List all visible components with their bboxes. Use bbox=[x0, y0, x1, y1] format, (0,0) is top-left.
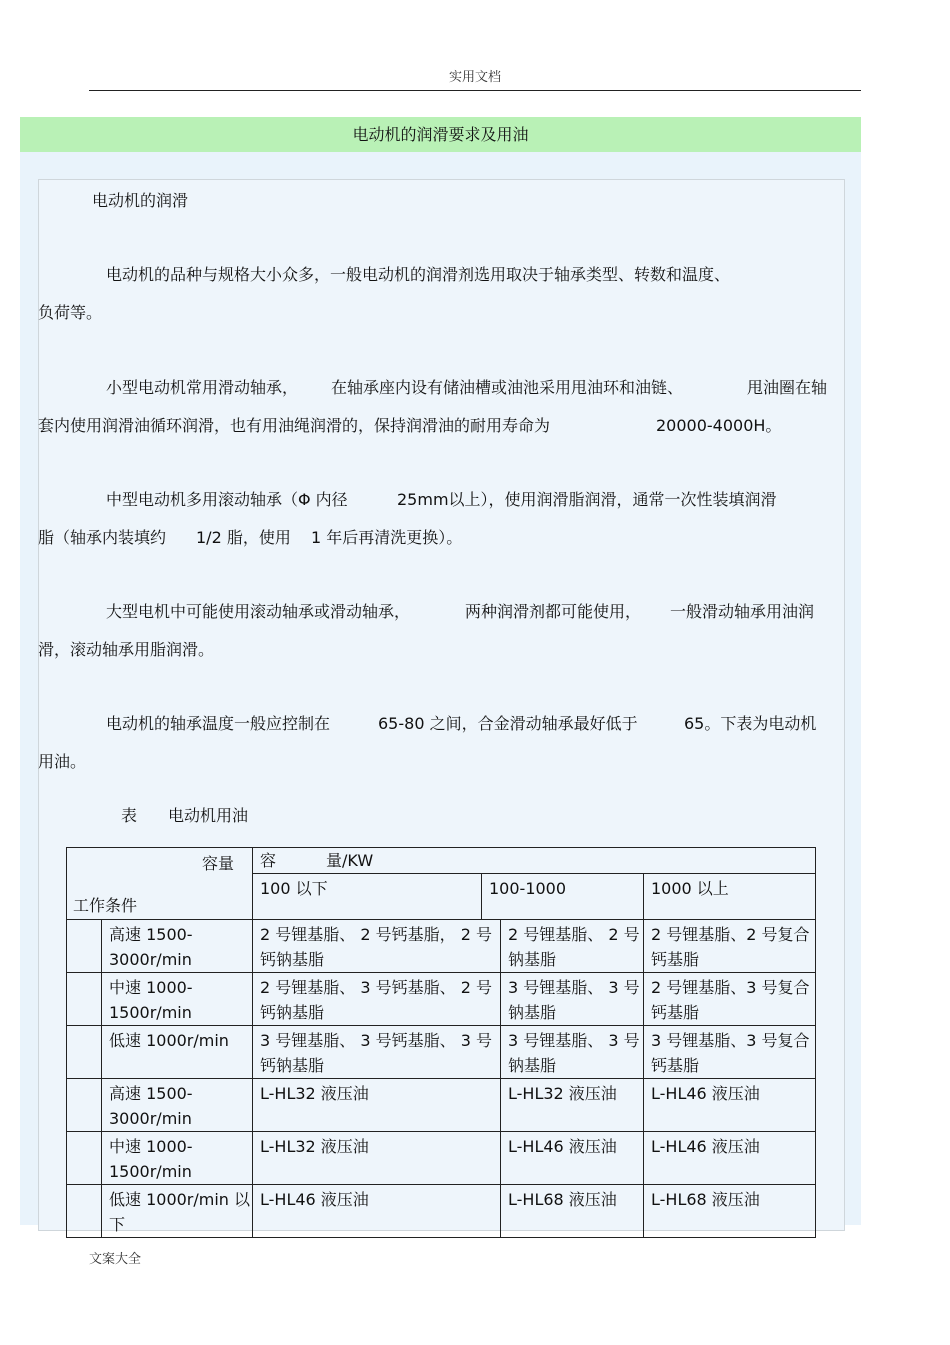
paragraph-5-seg-4: 用油。 bbox=[38, 752, 87, 771]
paragraph-5-seg-1: 电动机的轴承温度一般应控制在 bbox=[106, 714, 331, 733]
condition-cell: 高速 1500-3000r/min bbox=[102, 1079, 253, 1132]
paragraph-5-seg-3: 65。下表为电动机 bbox=[684, 714, 817, 733]
value-cell-medium: 3 号锂基脂、 3 号钠基脂 bbox=[501, 973, 644, 1026]
column-header-2: 100-1000 bbox=[482, 874, 644, 920]
table-caption-label: 表 bbox=[121, 806, 138, 825]
capacity-header-b: 量/KW bbox=[326, 851, 374, 870]
table-corner-cell bbox=[67, 848, 253, 920]
paragraph-1-line-2: 负荷等。 bbox=[38, 303, 103, 322]
group-cell bbox=[67, 1185, 102, 1238]
value-cell-small: 2 号锂基脂、 2 号钙基脂， 2 号钙钠基脂 bbox=[253, 920, 501, 973]
paragraph-2-seg-3: 甩油圈在轴 bbox=[747, 378, 828, 397]
table-row bbox=[67, 1132, 816, 1185]
value-cell-large: 3 号锂基脂、3 号复合钙基脂 bbox=[644, 1026, 816, 1079]
paragraph-4-seg-3: 一般滑动轴承用油润 bbox=[670, 602, 815, 621]
condition-cell: 高速 1500-3000r/min bbox=[102, 920, 253, 973]
paragraph-2-seg-4: 套内使用润滑油循环润滑，也有用油绳润滑的，保持润滑油的耐用寿命为 bbox=[38, 416, 551, 435]
group-cell bbox=[67, 1132, 102, 1185]
group-cell bbox=[67, 1079, 102, 1132]
paragraph-3-seg-4: 1/2 脂，使用 bbox=[196, 528, 291, 547]
value-cell-small: L-HL32 液压油 bbox=[253, 1079, 501, 1132]
condition-cell: 中速 1000-1500r/min bbox=[102, 1132, 253, 1185]
paragraph-3-seg-2: 25mm以上），使用润滑脂润滑，通常一次性装填润滑 bbox=[397, 490, 777, 509]
column-header-1: 100 以下 bbox=[253, 874, 482, 920]
table-row bbox=[67, 920, 816, 973]
value-cell-medium: L-HL68 液压油 bbox=[501, 1185, 644, 1238]
value-cell-large: L-HL68 液压油 bbox=[644, 1185, 816, 1238]
paragraph-5-seg-2: 65-80 之间，合金滑动轴承最好低于 bbox=[378, 714, 638, 733]
value-cell-medium: 2 号锂基脂、 2 号钠基脂 bbox=[501, 920, 644, 973]
value-cell-large: 2 号锂基脂、2 号复合钙基脂 bbox=[644, 920, 816, 973]
column-header-3: 1000 以上 bbox=[644, 874, 816, 920]
paragraph-3-seg-1: 中型电动机多用滚动轴承（Φ 内径 bbox=[106, 490, 348, 509]
corner-capacity-label: 容量 bbox=[201, 854, 234, 873]
paragraph-4-seg-2: 两种润滑剂都可能使用， bbox=[465, 602, 642, 621]
value-cell-small: L-HL32 液压油 bbox=[253, 1132, 501, 1185]
value-cell-small: 2 号锂基脂、 3 号钙基脂、 2 号钙钠基脂 bbox=[253, 973, 501, 1026]
paragraph-3-seg-3: 脂（轴承内装填约 bbox=[38, 528, 167, 547]
value-cell-large: L-HL46 液压油 bbox=[644, 1132, 816, 1185]
capacity-header-a: 容 bbox=[260, 851, 277, 870]
table-row bbox=[67, 1185, 816, 1238]
paragraph-2-seg-2: 在轴承座内设有储油槽或油池采用甩油环和油链、 bbox=[331, 378, 684, 397]
paragraph-4-seg-1: 大型电机中可能使用滚动轴承或滑动轴承， bbox=[106, 602, 411, 621]
capacity-header bbox=[253, 848, 816, 874]
value-cell-large: 2 号锂基脂、3 号复合钙基脂 bbox=[644, 973, 816, 1026]
table-row bbox=[67, 973, 816, 1026]
value-cell-medium: L-HL32 液压油 bbox=[501, 1079, 644, 1132]
paragraph-3-seg-5: 1 年后再清洗更换）。 bbox=[311, 528, 463, 547]
paragraph-1-line-1: 电动机的品种与规格大小众多，一般电动机的润滑剂选用取决于轴承类型、转数和温度、 bbox=[106, 265, 731, 284]
value-cell-large: L-HL46 液压油 bbox=[644, 1079, 816, 1132]
group-cell bbox=[67, 920, 102, 973]
condition-cell: 中速 1000-1500r/min bbox=[102, 973, 253, 1026]
lubricant-table bbox=[66, 847, 816, 1238]
condition-cell: 低速 1000r/min 以下 bbox=[102, 1185, 253, 1238]
table-row bbox=[67, 1079, 816, 1132]
header-rule bbox=[89, 90, 861, 91]
value-cell-small: 3 号锂基脂、 3 号钙基脂、 3 号钙钠基脂 bbox=[253, 1026, 501, 1079]
value-cell-medium: L-HL46 液压油 bbox=[501, 1132, 644, 1185]
paragraph-2-seg-1: 小型电动机常用滑动轴承， bbox=[106, 378, 299, 397]
group-cell bbox=[67, 973, 102, 1026]
condition-cell: 低速 1000r/min bbox=[102, 1026, 253, 1079]
value-cell-medium: 3 号锂基脂、 3 号钠基脂 bbox=[501, 1026, 644, 1079]
table-row bbox=[67, 1026, 816, 1079]
table-caption-title: 电动机用油 bbox=[168, 806, 249, 825]
paragraph-2-seg-5: 20000-4000H。 bbox=[656, 416, 782, 435]
page-header: 实用文档 bbox=[448, 70, 501, 85]
section-heading: 电动机的润滑 bbox=[92, 191, 189, 210]
paragraph-4-seg-4: 滑，滚动轴承用脂润滑。 bbox=[38, 640, 215, 659]
page-footer: 文案大全 bbox=[89, 1252, 142, 1267]
corner-condition-label: 工作条件 bbox=[73, 896, 138, 915]
group-cell bbox=[67, 1026, 102, 1079]
article-title: 电动机的润滑要求及用油 bbox=[20, 117, 861, 152]
value-cell-small: L-HL46 液压油 bbox=[253, 1185, 501, 1238]
